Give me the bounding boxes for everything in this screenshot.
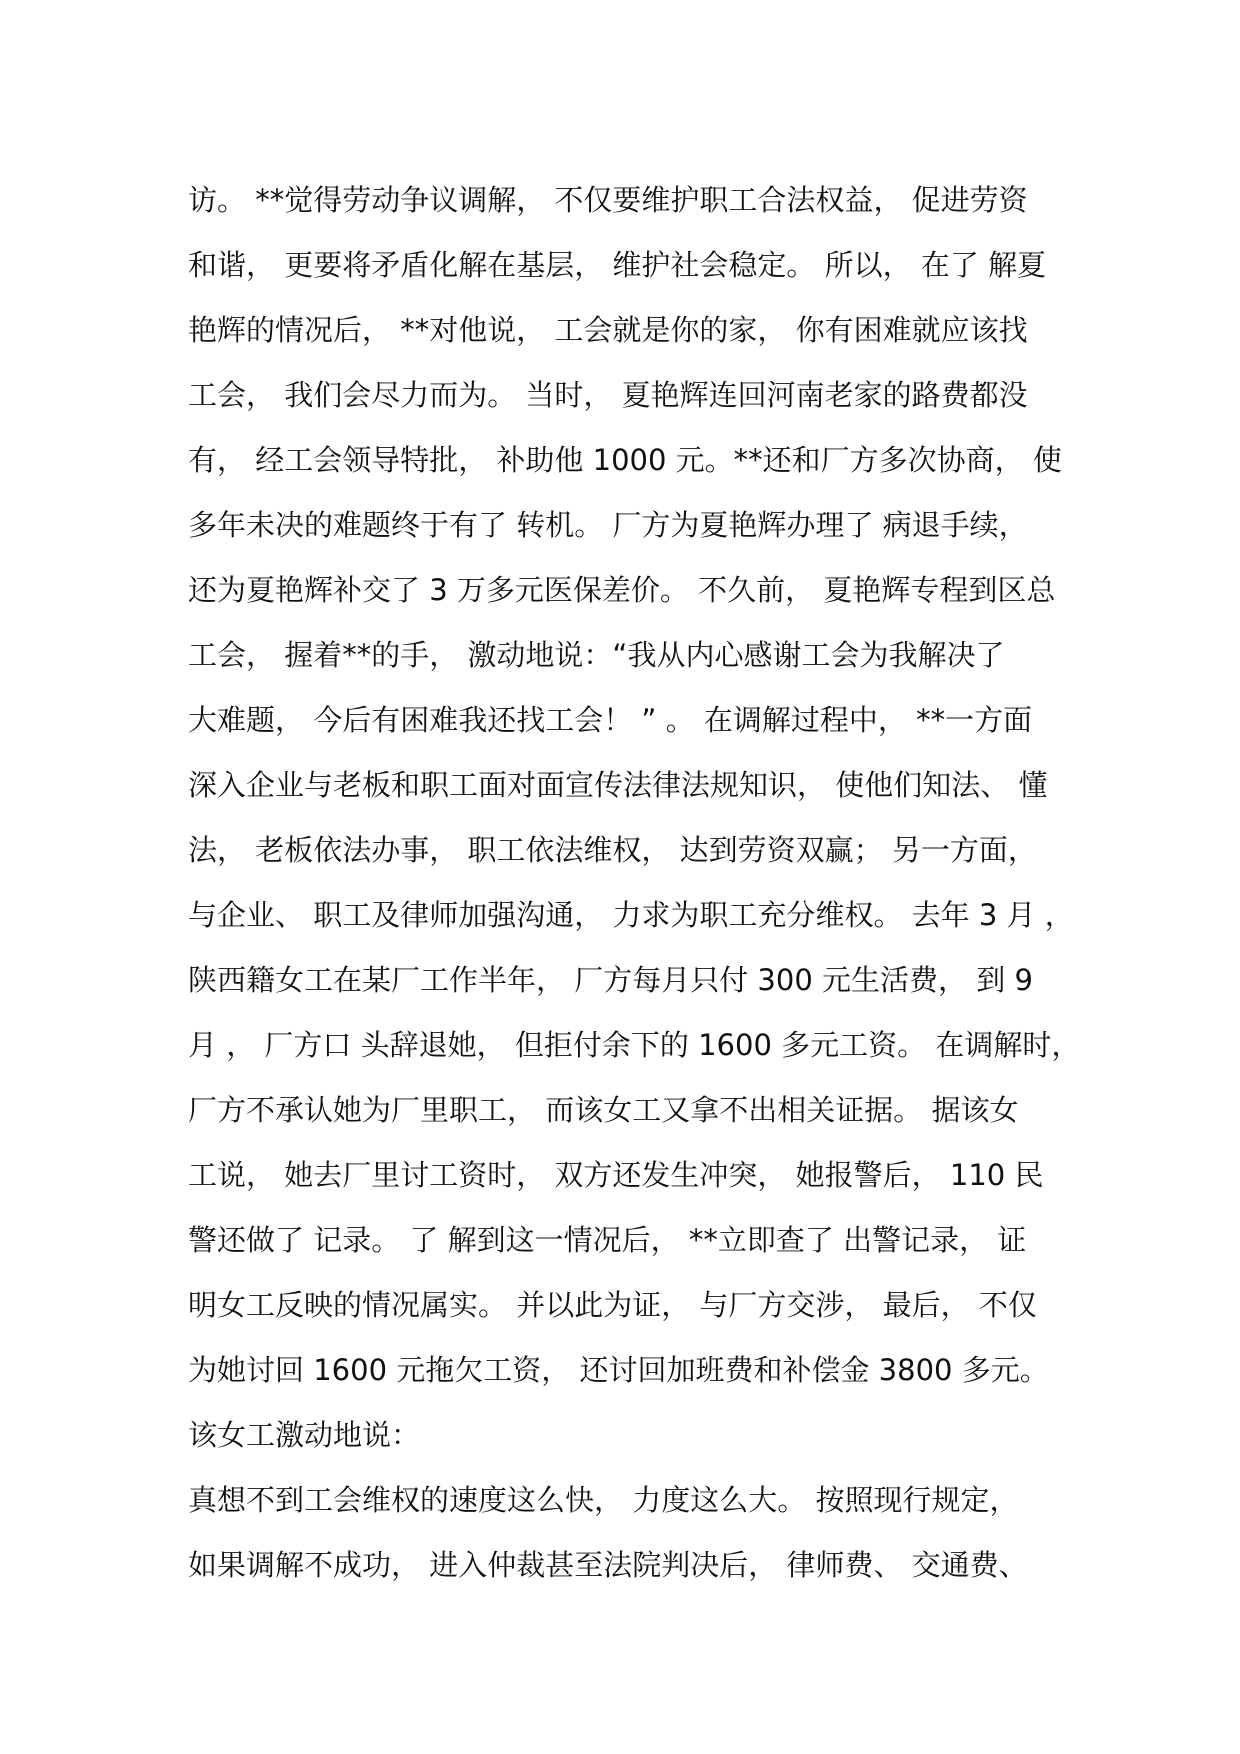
body-text [188,168,1088,1598]
text-line-19: 为她讨回 1600 元拖欠工资， 还讨回加班费和补偿金 3800 多元。 [188,1353,1049,1387]
text-line-12: 与企业、 职工及律师加强沟通， 力求为职工充分维权。 去年 3 月 ， [188,898,1074,932]
text-line-14: 月 ， 厂方口 头辞退她， 但拒付余下的 1600 多元工资。 在调解时， [188,1028,1081,1062]
text-line-5: 有， 经工会领导特批， 补助他 1000 元。**还和厂方多次协商， 使 [188,443,1062,477]
text-line-18: 明女工反映的情况属实。 并以此为证， 与厂方交涉， 最后， 不仅 [188,1288,1037,1322]
text-line-21: 真想不到工会维权的速度这么快， 力度这么大。 按照现行规定， [188,1483,1019,1517]
text-line-1: 访。 **觉得劳动争议调解， 不仅要维护职工合法权益， 促进劳资 [188,183,1028,217]
text-line-3: 艳辉的情况后， **对他说， 工会就是你的家， 你有困难就应该找 [188,313,1028,347]
text-line-2: 和谐， 更要将矛盾化解在基层， 维护社会稳定。 所以， 在了 解夏 [188,248,1047,282]
text-line-6: 多年未决的难题终于有了 转机。 厂方为夏艳辉办理了 病退手续， [188,508,1028,542]
text-line-10: 深入企业与老板和职工面对面宣传法律法规知识， 使他们知法、 懂 [188,768,1048,802]
text-line-8: 工会， 握着**的手， 激动地说：“我从内心感谢工会为我解决了 [188,638,1005,672]
text-line-11: 法， 老板依法办事， 职工依法维权， 达到劳资双赢； 另一方面， [188,833,1037,867]
text-line-15: 厂方不承认她为厂里职工， 而该女工又拿不出相关证据。 据该女 [188,1093,1019,1127]
text-line-9: 大难题， 今后有困难我还找工会！ ” 。 在调解过程中， **一方面 [188,703,1033,737]
text-line-20: 该女工激动地说： [188,1418,421,1452]
text-line-22: 如果调解不成功， 进入仲裁甚至法院判决后， 律师费、 交通费、 [188,1548,1028,1582]
text-line-16: 工说， 她去厂里讨工资时， 双方还发生冲突， 她报警后， 110 民 [188,1158,1044,1192]
text-line-13: 陕西籍女工在某厂工作半年， 厂方每月只付 300 元生活费， 到 9 [188,963,1033,997]
text-line-4: 工会， 我们会尽力而为。 当时， 夏艳辉连回河南老家的路费都没 [188,378,1028,412]
text-line-17: 警还做了 记录。 了 解到这一情况后， **立即查了 出警记录， 证 [188,1223,1027,1257]
text-line-7: 还为夏艳辉补交了 3 万多元医保差价。 不久前， 夏艳辉专程到区总 [188,573,1056,607]
